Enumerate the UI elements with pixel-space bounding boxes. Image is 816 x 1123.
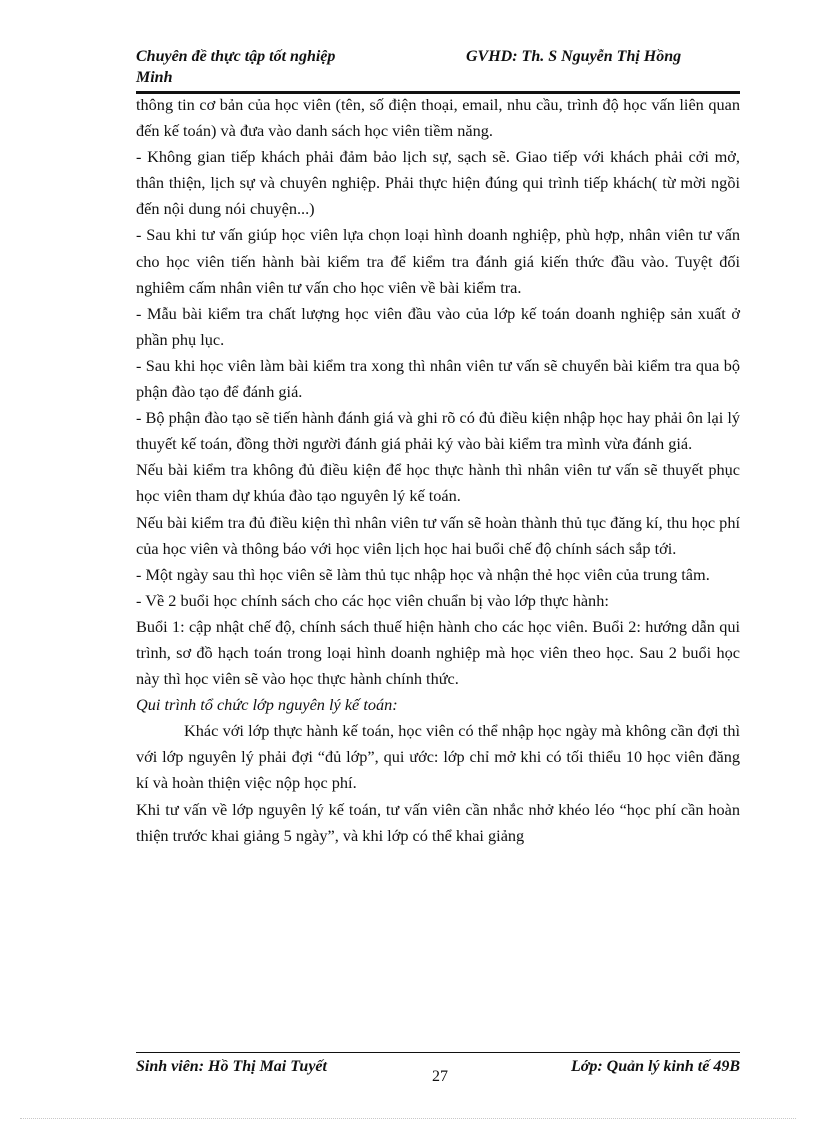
paragraph: - Mẫu bài kiểm tra chất lượng học viên đầu vào của lớp kế toán doanh nghiệp sản xuất ở phần phụ lục. [136,303,740,349]
paragraph: Nếu bài kiểm tra đủ điều kiện thì nhân viên tư vấn sẽ hoàn thành thủ tục đăng kí, thu học phí của học viên và thông báo với học viên lịch học hai buổi chế độ chính sách sắp tới. [136,512,740,558]
paragraph: - Không gian tiếp khách phải đảm bảo lịch sự, sạch sẽ. Giao tiếp với khách phải cởi mở, thân thiện, lịch sự và chuyên nghiệp. Phải thực hiện đúng qui trình tiếp khách( từ mời ngồi đến nội dung nói chuyện...) [136,147,740,219]
paragraph: thông tin cơ bản của học viên (tên, số điện thoại, email, nhu cầu, trình độ học vấn liên quan đến kế toán) và đưa vào danh sách học viên tiềm năng. [136,95,740,141]
paragraph: Khác với lớp thực hành kế toán, học viên có thể nhập học ngày mà không cần đợi thì với lớp nguyên lý phải đợi “đủ lớp”, qui ước: lớp chỉ mở khi có tối thiểu 10 học viên đăng kí và hoàn thiện việc nộp học phí. [136,721,740,793]
paragraph: Nếu bài kiểm tra không đủ điều kiện để học thực hành thì nhân viên tư vấn sẽ thuyết phục học viên tham dự khúa đào tạo nguyên lý kế toán. [136,460,740,506]
header-supervisor: GVHD: Th. S Nguyễn Thị Hồng [466,48,682,65]
header-thesis-title: Chuyên đề thực tập tốt nghiệp [136,48,336,65]
paragraph: - Sau khi tư vấn giúp học viên lựa chọn loại hình doanh nghiệp, phù hợp, nhân viên tư vấn cho học viên tiến hành bài kiểm tra để kiểm tra đánh giá kiến thức đầu vào. Tuyệt đối nghiêm cấm nhân viên tư vấn cho học viên về bài kiểm tra. [136,225,740,297]
paragraph: - Một ngày sau thì học viên sẽ làm thủ tục nhập học và nhận thẻ học viên của trung tâm. [136,564,710,584]
header-supervisor-continued: Minh [136,69,173,86]
paragraph: Buổi 1: cập nhật chế độ, chính sách thuế hiện hành cho các học viên. Buổi 2: hướng dẫn qui trình, sơ đồ hạch toán trong loại hình doanh nghiệp mà học viên theo học. Sau 2 buổi học này thì học viên sẽ vào học thực hành chính thức. [136,616,740,689]
paragraph: Khi tư vấn về lớp nguyên lý kế toán, tư vấn viên cần nhắc nhở khéo léo “học phí cần hoàn thiện trước khai giảng 5 ngày”, và khi lớp có thể khai giảng [136,799,740,845]
section-heading: Qui trình tổ chức lớp nguyên lý kế toán: [136,695,398,715]
paragraph: - Sau khi học viên làm bài kiểm tra xong thì nhân viên tư vấn sẽ chuyển bài kiểm tra qua bộ phận đào tạo để đánh giá. [136,355,740,402]
footer-class: Lớp: Quản lý kinh tế 49B [570,1058,740,1075]
footer-rule [136,1052,740,1053]
paragraph: - Bộ phận đào tạo sẽ tiến hành đánh giá và ghi rõ có đủ điều kiện nhập học hay phải ôn lại lý thuyết kế toán, đồng thời người đánh giá phải ký vào bài kiểm tra mình vừa đánh giá. [136,408,740,454]
page-bottom-divider [20,1118,796,1119]
footer-student: Sinh viên: Hồ Thị Mai Tuyết [136,1058,327,1075]
page-body [136,92,740,849]
paragraph: - Về 2 buổi học chính sách cho các học viên chuẩn bị vào lớp thực hành: [136,590,609,610]
page-number: 27 [432,1068,448,1085]
